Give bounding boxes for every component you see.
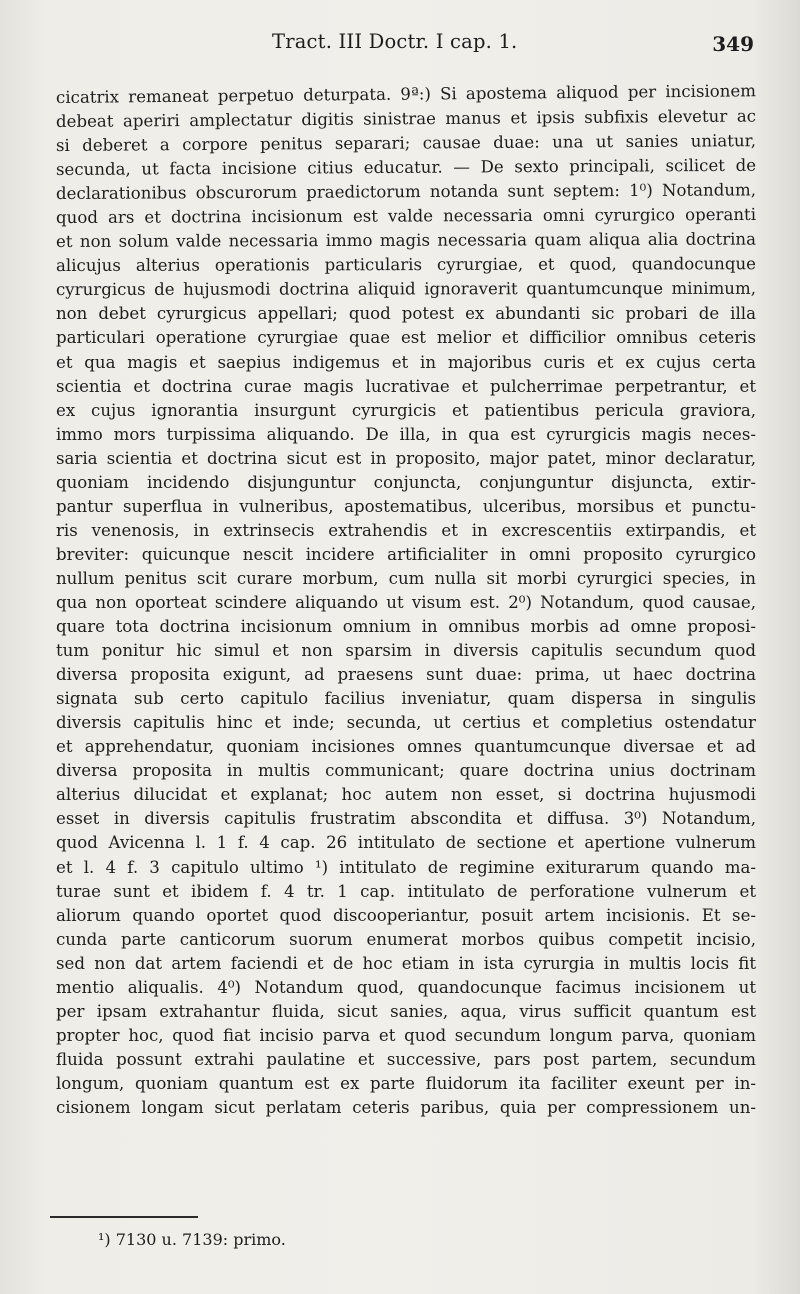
text-line: alterius dilucidat et explanat; hoc autem non esset, si doctrina hujusmodi [56, 785, 756, 805]
text-line: cicatrix remaneat perpetuo deturpata. 9ª:) Si apostema aliquod per incisionem [55, 81, 757, 107]
main-text-block [55, 81, 757, 1120]
text-line: particulari operatione cyrurgiae quae est melior et difficilior omnibus ceteris [56, 328, 756, 348]
text-line: non debet cyrurgicus appellari; quod potest ex abundanti sic probari de illa [56, 304, 756, 324]
text-line: ex cujus ignorantia insurgunt cyrurgicis et patientibus pericula graviora, [56, 400, 756, 420]
text-line: turae sunt et ibidem f. 4 tr. 1 cap. intitulato de perforatione vulnerum et [56, 881, 756, 901]
text-line: alicujus alterius operationis particularis cyrurgiae, et quod, quandocunque [55, 254, 757, 276]
text-line: saria scientia et doctrina sicut est in proposito, major patet, minor declaratur, [56, 448, 756, 468]
text-line: aliorum quando oportet quod discooperiantur, posuit artem incisionis. Et se- [56, 905, 756, 925]
text-line: nullum penitus scit curare morbum, cum nulla sit morbi cyrurgici species, in [56, 568, 756, 588]
text-line: fluida possunt extrahi paulatine et successive, pars post partem, secundum [56, 1049, 756, 1069]
text-line: scientia et doctrina curae magis lucrativae et pulcherrimae perpetrantur, et [56, 376, 756, 396]
running-title: Tract. III Doctr. I cap. 1. [272, 30, 518, 53]
text-line: pantur superflua in vulneribus, apostematibus, ulceribus, morsibus et punctu- [56, 496, 756, 516]
text-line: quod Avicenna l. 1 f. 4 cap. 26 intitulato de sectione et apertione vulnerum [56, 833, 756, 853]
text-line: ris venenosis, in extrinsecis extrahendis et in excrescentiis extirpandis, et [56, 520, 756, 540]
text-line: si deberet a corpore penitus separari; causae duae: una ut sanies uniatur, [55, 131, 757, 156]
text-line: esset in diversis capitulis frustratim abscondita et diffusa. 3⁰) Notandum, [56, 809, 756, 829]
text-line: mentio aliqualis. 4⁰) Notandum quod, quandocunque facimus incisionem ut [56, 977, 756, 997]
text-line: longum, quoniam quantum est ex parte fluidorum ita faciliter exeunt per in- [56, 1073, 756, 1093]
text-line: breviter: quicunque nescit incidere artificialiter in omni proposito cyrurgico [56, 544, 756, 564]
footnote-rule [50, 1216, 198, 1218]
text-line: cisionem longam sicut perlatam ceteris paribus, quia per compressionem un- [56, 1097, 756, 1117]
text-line: et apprehendatur, quoniam incisiones omnes quantumcunque diversae et ad [56, 737, 756, 757]
text-line: declarationibus obscurorum praedictorum notanda sunt septem: 1⁰) Notandum, [55, 180, 757, 204]
text-line: cyrurgicus de hujusmodi doctrina aliquid ignoraverit quantumcunque minimum, [55, 279, 757, 300]
text-line: sed non dat artem faciendi et de hoc etiam in ista cyrurgia in multis locis fit [56, 953, 756, 973]
text-line: et non solum valde necessaria immo magis necessaria quam aliqua alia doctrina [55, 229, 757, 252]
text-line: diversis capitulis hinc et inde; secunda, ut certius et completius ostendatur [56, 713, 756, 733]
page-header [0, 30, 800, 64]
text-line: diversa proposita in multis communicant; quare doctrina unius doctrinam [56, 761, 756, 781]
text-line: et qua magis et saepius indigemus et in majoribus curis et ex cujus certa [56, 352, 756, 372]
text-line: signata sub certo capitulo facilius inveniatur, quam dispersa in singulis [56, 689, 756, 709]
page-number: 349 [712, 32, 754, 56]
footnote: ¹) 7130 u. 7139: primo. [98, 1230, 286, 1249]
text-line: et l. 4 f. 3 capitulo ultimo ¹) intitulato de regimine exiturarum quando ma- [56, 857, 756, 877]
text-line: diversa proposita exigunt, ad praesens sunt duae: prima, ut haec doctrina [56, 665, 756, 685]
text-line: cunda parte canticorum suorum enumerat morbos quibus competit incisio, [56, 929, 756, 949]
text-line: quod ars et doctrina incisionum est valde necessaria omni cyrurgico operanti [55, 205, 757, 228]
text-line: quoniam incidendo disjunguntur conjuncta, conjunguntur disjuncta, extir- [56, 472, 756, 492]
text-line: qua non oporteat scindere aliquando ut visum est. 2⁰) Notandum, quod causae, [56, 592, 756, 612]
text-line: propter hoc, quod fiat incisio parva et quod secundum longum parva, quoniam [56, 1025, 756, 1045]
text-line: per ipsam extrahantur fluida, sicut sanies, aqua, virus sufficit quantum est [56, 1001, 756, 1021]
text-line: debeat aperiri amplectatur digitis sinistrae manus et ipsis subfixis elevetur ac [55, 106, 757, 132]
text-line: tum ponitur hic simul et non sparsim in diversis capitulis secundum quod [56, 641, 756, 661]
text-line: immo mors turpissima aliquando. De illa, in qua est cyrurgicis magis neces- [56, 424, 756, 444]
text-line: secunda, ut facta incisione citius educatur. — De sexto principali, scilicet de [55, 155, 757, 180]
text-line: quare tota doctrina incisionum omnium in omnibus morbis ad omne proposi- [56, 617, 756, 637]
